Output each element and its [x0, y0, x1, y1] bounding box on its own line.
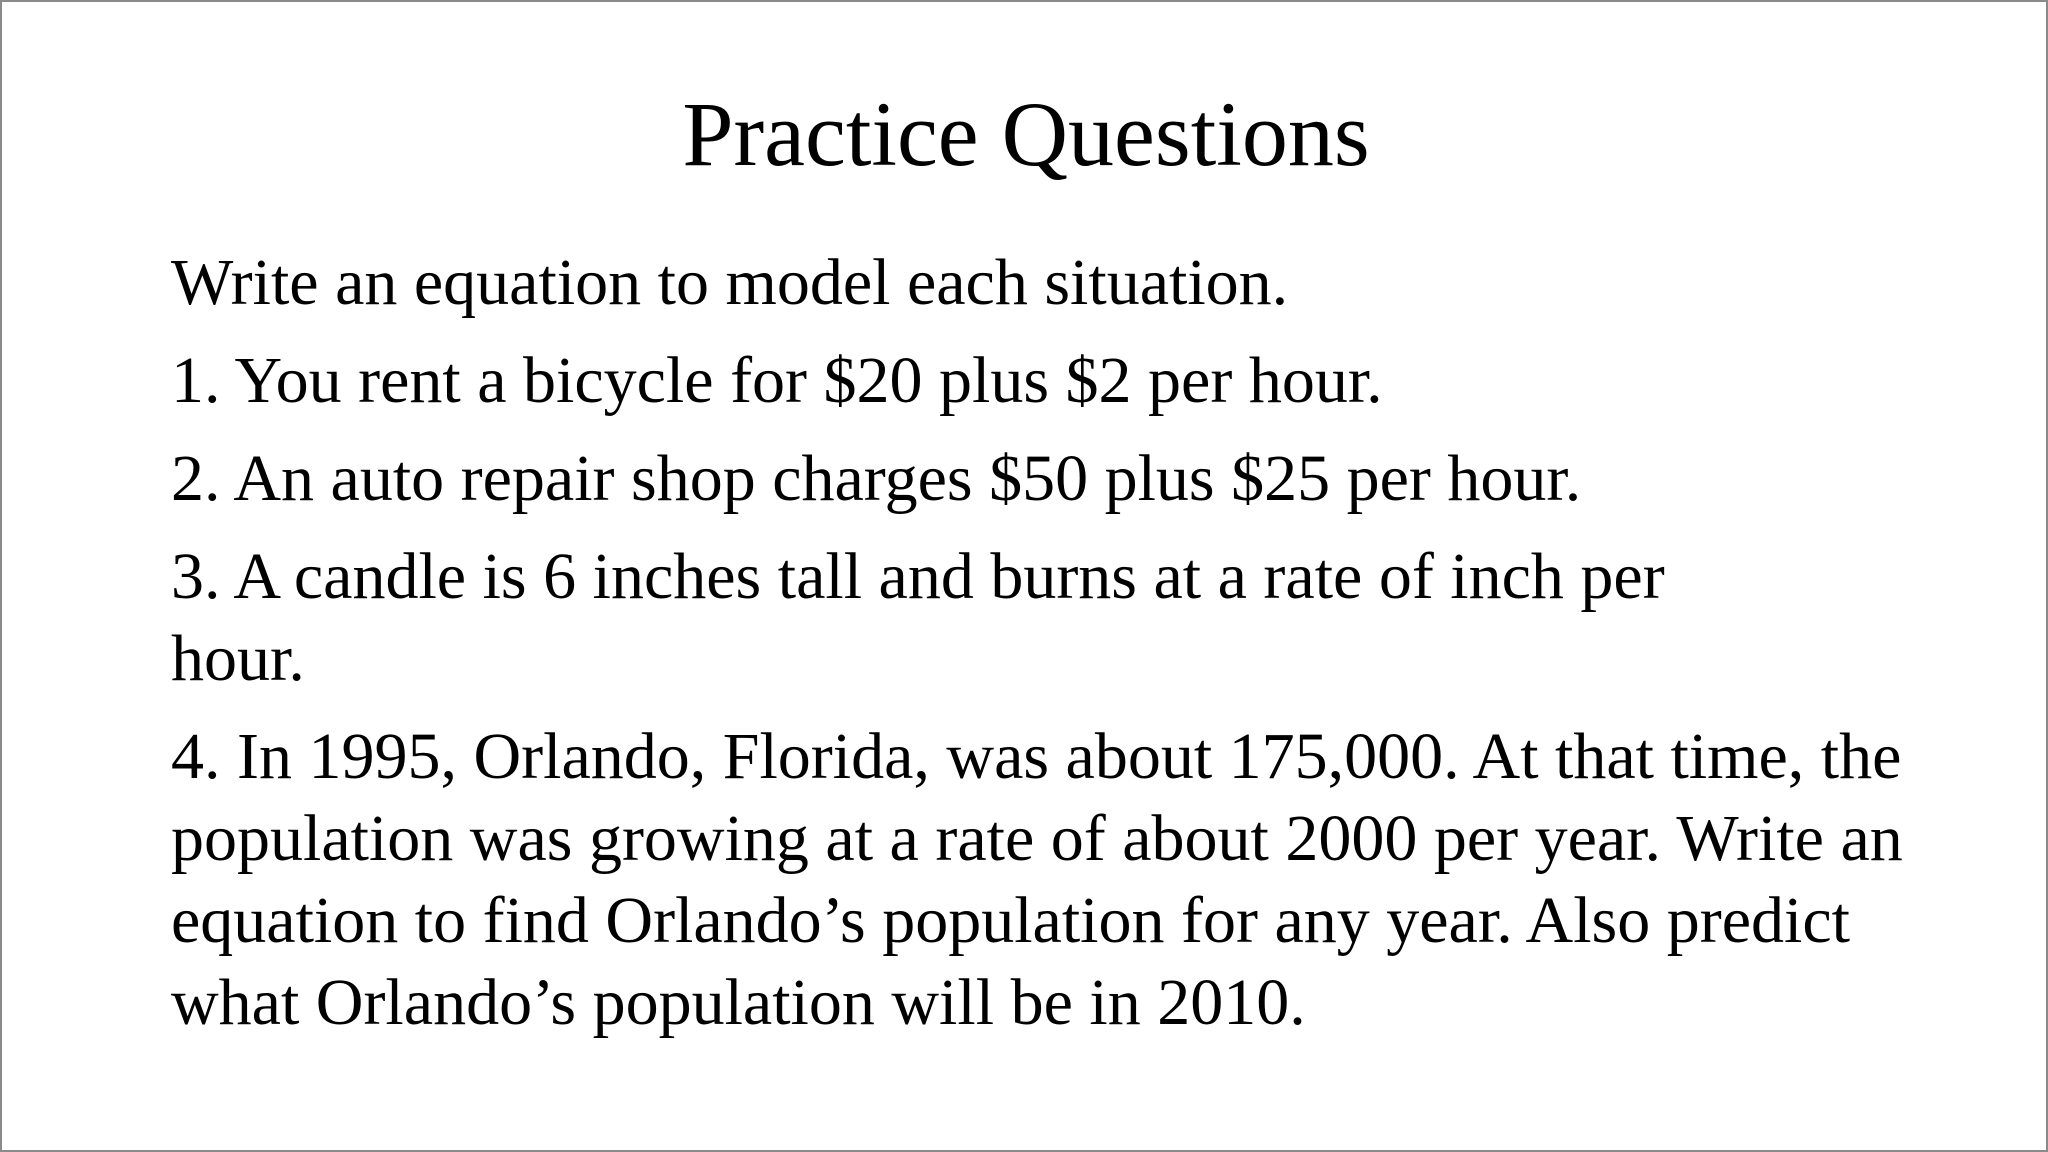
question-1: 1. You rent a bicycle for $20 plus $2 per hour.: [171, 344, 1383, 417]
slide-body: [171, 242, 1991, 1060]
question-2: 2. An auto repair shop charges $50 plus $25 per hour.: [171, 442, 1582, 515]
question-4: 4. In 1995, Orlando, Florida, was about 175,000. At that time, the population was growing at a rate of about 2000 per year. Write an equation to find Orlando’s population for any year. Also predict what Orlando’s population will be in 2010.: [171, 720, 1903, 1039]
question-3: 3. A candle is 6 inches tall and burns at a rate of inch per hour.: [171, 540, 1665, 695]
slide-title: Practice Questions: [682, 83, 1370, 185]
intro-text: Write an equation to model each situation.: [171, 246, 1289, 319]
